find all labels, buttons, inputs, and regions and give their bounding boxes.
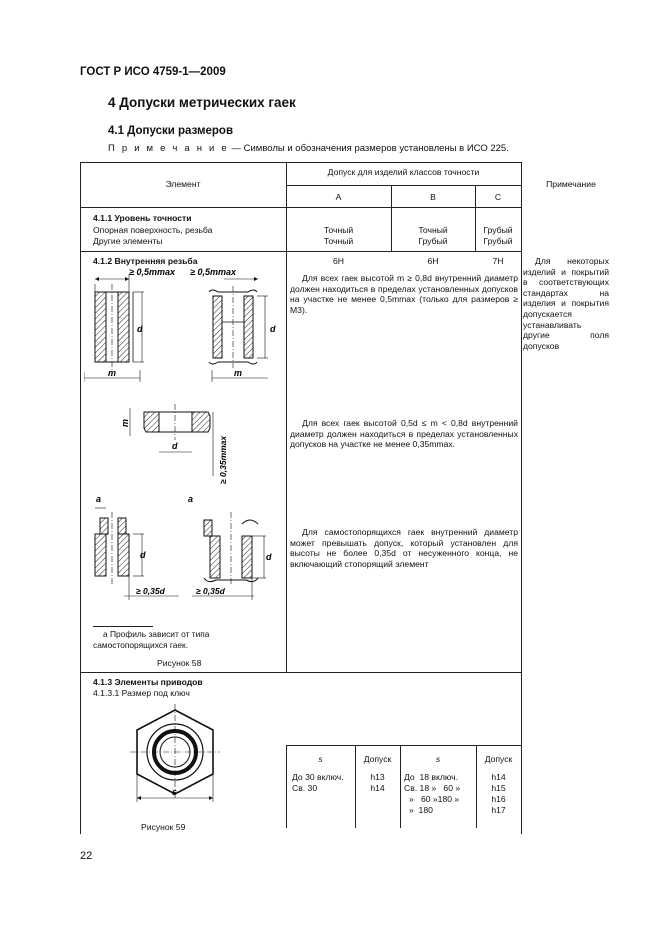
col-header-tolerance-group: Допуск для изделий классов точности xyxy=(327,167,480,177)
row1-b2: Грубый xyxy=(418,236,448,246)
row2-title: 4.1.2 Внутренняя резьба xyxy=(93,256,198,266)
label-upper-1: ≥ 0,5mmax xyxy=(129,267,175,277)
s1-value-1: Св. 30 xyxy=(292,783,318,793)
label-s: s xyxy=(172,787,178,797)
label-d-thin: d xyxy=(172,441,178,451)
row2-tol-c: 7H xyxy=(492,256,504,266)
subcol-tol1: Допуск xyxy=(363,754,392,764)
s1-value-0: До 30 включ. xyxy=(292,772,344,782)
nut-section-1 xyxy=(84,274,144,382)
tol2-value-0: h14 xyxy=(491,772,506,782)
label-d-4: d xyxy=(266,552,272,562)
row1-line1: Опорная поверхность, резьба xyxy=(93,225,213,235)
subsection-title: 4.1 Допуски размеров xyxy=(108,125,234,137)
label-thin: ≥ 0,35mmax xyxy=(218,435,228,484)
label-d-1: d xyxy=(137,324,143,334)
row1-c2: Грубый xyxy=(483,236,513,246)
row3-title: 4.1.3 Элементы приводов xyxy=(93,677,203,687)
tol1-value-1: h14 xyxy=(370,783,385,793)
row2-remark: Для некоторых изделий и покрытий в соответствующих стандартах на изделия и покрытия допускается устанавливать другие поля допусков xyxy=(523,256,609,351)
label-a-1: a xyxy=(96,494,102,504)
row1-a2: Точный xyxy=(323,236,354,246)
s2-value-1: Св. 18 » 60 » xyxy=(404,783,461,793)
page-number: 22 xyxy=(80,850,93,862)
subcol-s2: s xyxy=(435,754,441,764)
document-header: ГОСТ Р ИСО 4759-1—2009 xyxy=(80,66,226,78)
note xyxy=(108,143,509,154)
col-header-class-b: B xyxy=(430,192,436,202)
s2-value-2: » 60 »180 » xyxy=(409,794,460,804)
row1-c1: Грубый xyxy=(483,225,513,235)
label-d-3: d xyxy=(140,550,146,560)
label-d-2: d xyxy=(270,324,276,334)
figure-58-drawing xyxy=(84,262,284,612)
col-header-class-a: A xyxy=(335,192,342,202)
note-text: — Символы и обозначения размеров установлены в ИСО 225. xyxy=(228,143,509,154)
s2-value-0: До 18 включ. xyxy=(404,772,458,782)
figure-59-caption: Рисунок 59 xyxy=(141,822,186,832)
label-m-2: m xyxy=(234,368,243,378)
nut-section-2 xyxy=(209,277,268,382)
tol1-value-0: h13 xyxy=(370,772,385,782)
row2-tol-a: 6H xyxy=(333,256,344,266)
col-header-class-c: C xyxy=(494,192,502,202)
col-header-remark: Примечание xyxy=(546,179,596,189)
row1-line2: Другие элементы xyxy=(93,236,163,246)
label-low-1: ≥ 0,35d xyxy=(136,586,165,596)
subcol-tol2: Допуск xyxy=(484,754,513,764)
tol2-value-1: h15 xyxy=(491,783,506,793)
row2-text2: Для всех гаек высотой 0,5d ≤ m < 0,8d внутренний диаметр должен находиться в пределах установленных допусков на участке не менее 0,35mmax. xyxy=(290,418,518,450)
row2-tol-b: 6H xyxy=(427,256,439,266)
row1-a1: Точный xyxy=(323,225,354,235)
row1-title: 4.1.1 Уровень точности xyxy=(93,213,192,223)
row2-text3: Для самостопорящихся гаек внутренний диаметр может превышать допуск, который установлен для высоты не более 0,35d от несуженного конца, не включающий стопорящий элемент xyxy=(290,527,518,569)
note-label: П р и м е ч а н и е xyxy=(108,143,229,154)
label-m-1: m xyxy=(108,368,117,378)
tol2-value-2: h16 xyxy=(491,794,506,804)
tol2-value-3: h17 xyxy=(491,805,506,815)
row1-b1: Точный xyxy=(418,225,448,235)
col-header-element: Элемент xyxy=(165,179,201,189)
footnote: а Профиль зависит от типа самостопорящихся гаек. xyxy=(93,629,210,650)
s2-value-3: » 180 xyxy=(409,805,433,815)
label-upper-2: ≥ 0,5mmax xyxy=(190,267,236,277)
section-title: 4 Допуски метрических гаек xyxy=(108,95,296,110)
figure-58-caption: Рисунок 58 xyxy=(157,658,202,668)
row2-text1: Для всех гаек высотой m ≥ 0,8d внутренний диаметр должен находиться в пределах установленных допусков на участке не менее 0,5mmax (только для размеров ≥ M3). xyxy=(290,273,518,315)
row3-subtitle: 4.1.3.1 Размер под ключ xyxy=(93,688,190,698)
thin-nut-section xyxy=(130,404,213,476)
subcol-s1: s xyxy=(318,754,323,764)
label-m-thin: m xyxy=(120,418,130,427)
figure-59-hexagon xyxy=(120,702,230,806)
label-low-2: ≥ 0,35d xyxy=(196,586,225,596)
label-a-2: a xyxy=(188,494,194,504)
